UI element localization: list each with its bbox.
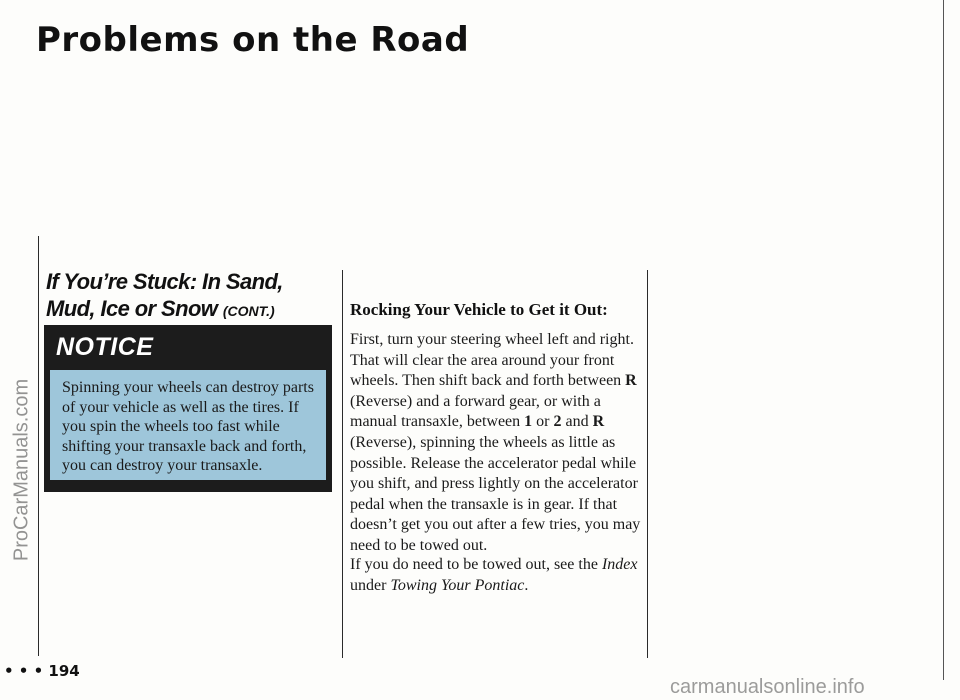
paragraph-text: under bbox=[350, 576, 391, 594]
paragraph-text: and bbox=[561, 413, 593, 431]
paragraph-text: If you do need to be towed out, see the bbox=[350, 556, 602, 573]
notice-label: NOTICE bbox=[56, 333, 154, 361]
bottom-watermark: carmanualsonline.info bbox=[670, 676, 865, 698]
section-heading-text: If You’re Stuck: In Sand, Mud, Ice or Snow bbox=[46, 269, 283, 321]
towing-paragraph bbox=[350, 555, 646, 596]
paragraph-text: or bbox=[532, 413, 554, 431]
continued-label: (CONT.) bbox=[222, 303, 275, 319]
paragraph-text: (Reverse), spinning the wheels as little as possible. Release the accelerator pedal while you shift, and press lightly on the accelerator pedal when the transaxle is in gear. If that doesn’t get you out after a few tries, you may need to be towed out. bbox=[350, 433, 641, 554]
towing-reference: Towing Your Pontiac bbox=[390, 576, 525, 594]
gear-reverse-label: R bbox=[592, 413, 605, 431]
side-watermark: ProCarManuals.com bbox=[10, 378, 33, 562]
paragraph-text: First, turn your steering wheel left and right. That will clear the area around your front wheels. Then shift back and forth between bbox=[350, 331, 634, 390]
notice-box bbox=[44, 325, 332, 492]
gear-reverse-label: R bbox=[625, 372, 637, 390]
paragraph-text: . bbox=[524, 576, 529, 594]
column-rule-right bbox=[647, 270, 648, 658]
gear-2-label: 2 bbox=[553, 413, 562, 431]
gear-1-label: 1 bbox=[524, 413, 533, 431]
page-number: • • • 194 bbox=[4, 662, 80, 680]
column-rule-left bbox=[38, 236, 39, 656]
section-heading bbox=[46, 268, 326, 325]
rocking-heading: Rocking Your Vehicle to Get it Out: bbox=[350, 300, 608, 319]
paragraph-text: (Reverse) and a forward gear, or with a manual transaxle, between bbox=[350, 392, 601, 431]
page-edge-rule bbox=[943, 0, 944, 680]
index-reference: Index bbox=[601, 556, 638, 573]
page-title: Problems on the Road bbox=[36, 20, 470, 60]
rocking-paragraph bbox=[350, 330, 646, 557]
notice-text: Spinning your wheels can destroy parts of your vehicle as well as the tires. If you spin the wheels too fast while shifting your transaxle back and forth, you can destroy your transaxle. bbox=[50, 370, 326, 480]
column-rule-middle bbox=[342, 270, 343, 658]
